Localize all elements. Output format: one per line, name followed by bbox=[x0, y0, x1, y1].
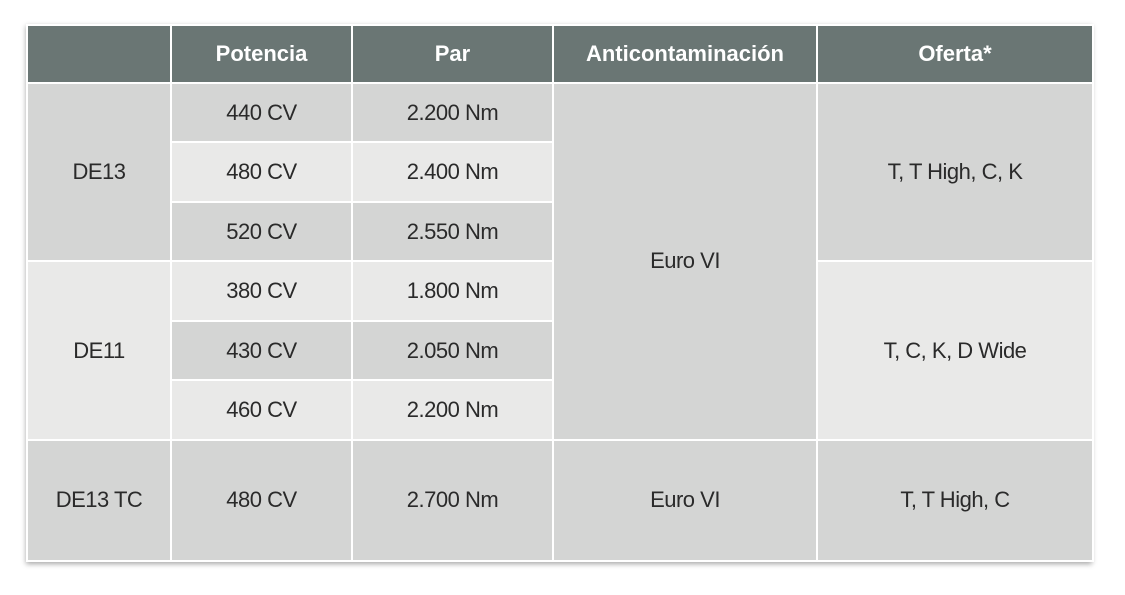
torque-cell: 2.700 Nm bbox=[352, 440, 553, 561]
offer-cell-de13: T, T High, C, K bbox=[817, 83, 1093, 261]
table-header-row bbox=[27, 25, 1093, 83]
offer-cell-de11: T, C, K, D Wide bbox=[817, 261, 1093, 439]
engine-name-de13: DE13 bbox=[27, 83, 171, 261]
torque-cell: 2.200 Nm bbox=[352, 83, 553, 142]
engine-spec-table-container bbox=[26, 24, 1092, 562]
power-cell: 430 CV bbox=[171, 321, 352, 380]
header-par: Par bbox=[352, 25, 553, 83]
emission-cell-de13-tc: Euro VI bbox=[553, 440, 817, 561]
torque-cell: 2.200 Nm bbox=[352, 380, 553, 439]
header-potencia: Potencia bbox=[171, 25, 352, 83]
torque-cell: 2.400 Nm bbox=[352, 142, 553, 201]
torque-cell: 2.050 Nm bbox=[352, 321, 553, 380]
power-cell: 480 CV bbox=[171, 440, 352, 561]
table-row bbox=[27, 440, 1093, 561]
power-cell: 520 CV bbox=[171, 202, 352, 261]
torque-cell: 2.550 Nm bbox=[352, 202, 553, 261]
header-anticontaminacion: Anticontaminación bbox=[553, 25, 817, 83]
power-cell: 380 CV bbox=[171, 261, 352, 320]
table-row bbox=[27, 83, 1093, 142]
power-cell: 440 CV bbox=[171, 83, 352, 142]
power-cell: 460 CV bbox=[171, 380, 352, 439]
header-oferta: Oferta* bbox=[817, 25, 1093, 83]
header-corner-cell bbox=[27, 25, 171, 83]
torque-cell: 1.800 Nm bbox=[352, 261, 553, 320]
engine-spec-table bbox=[26, 24, 1094, 562]
engine-name-de13-tc: DE13 TC bbox=[27, 440, 171, 561]
engine-name-de11: DE11 bbox=[27, 261, 171, 439]
offer-cell-de13-tc: T, T High, C bbox=[817, 440, 1093, 561]
power-cell: 480 CV bbox=[171, 142, 352, 201]
emission-cell-shared: Euro VI bbox=[553, 83, 817, 440]
